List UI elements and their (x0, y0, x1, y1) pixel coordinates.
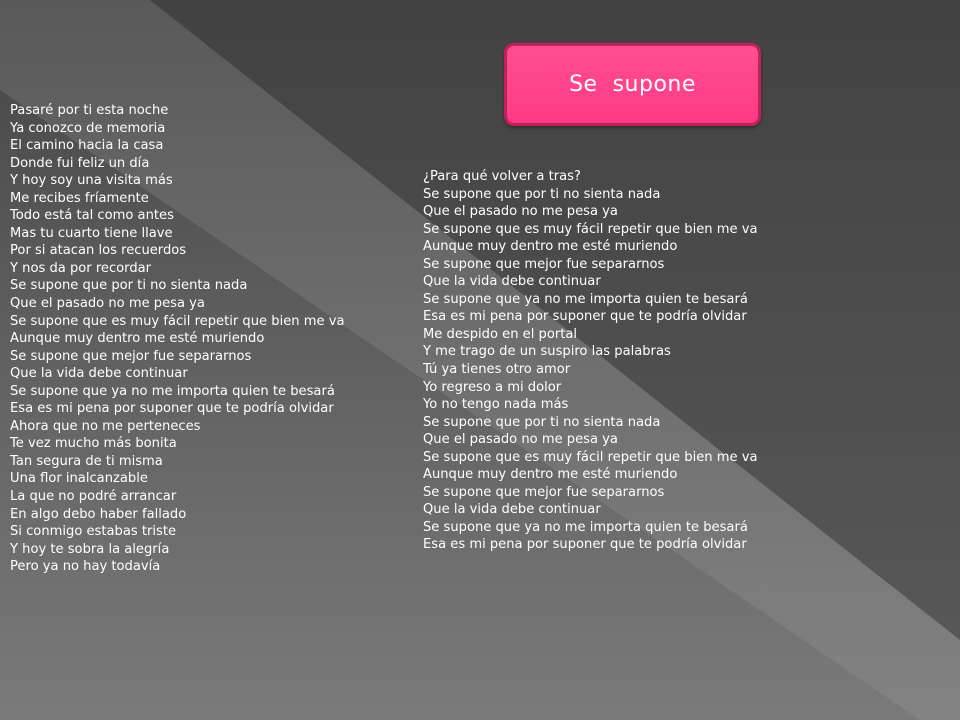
lyric-line: Me despido en el portal (423, 326, 578, 342)
lyric-line: Que la vida debe continuar (423, 274, 601, 290)
lyric-line: Y hoy soy una visita más (10, 173, 173, 189)
lyric-line: Se supone que por ti no sienta nada (423, 186, 661, 202)
lyric-line: Que la vida debe continuar (423, 502, 601, 518)
lyric-line: Y me trago de un suspiro las palabras (423, 344, 671, 360)
lyric-line: Aunque muy dentro me esté muriendo (423, 239, 678, 255)
lyric-line: Tan segura de ti misma (10, 453, 163, 469)
lyric-line: Yo no tengo nada más (423, 397, 569, 413)
lyric-line: Ya conozco de memoria (10, 120, 166, 136)
lyric-line: Pero ya no hay todavía (10, 559, 161, 575)
lyrics-left-column (10, 102, 344, 576)
lyric-line: Una flor inalcanzable (10, 471, 148, 487)
lyric-line: Se supone que mejor fue separarnos (423, 256, 665, 272)
lyric-line: Pasaré por ti esta noche (10, 103, 169, 118)
lyric-line: Y nos da por recordar (10, 260, 152, 276)
lyric-line: Se supone que ya no me importa quien te besará (423, 291, 748, 307)
lyric-line: Que la vida debe continuar (10, 366, 188, 382)
lyric-line: Te vez mucho más bonita (10, 436, 177, 452)
lyric-line: Tú ya tienes otro amor (423, 362, 571, 378)
lyric-line: Mas tu cuarto tiene llave (10, 225, 173, 241)
lyric-line: Que el pasado no me pesa ya (423, 432, 618, 448)
lyric-line: Se supone que mejor fue separarnos (423, 484, 665, 500)
lyric-line: Que el pasado no me pesa ya (10, 296, 205, 312)
lyric-line: Aunque muy dentro me esté muriendo (10, 331, 265, 347)
lyric-line: El camino hacia la casa (10, 138, 164, 154)
lyric-line: Se supone que es muy fácil repetir que bien me va (423, 221, 758, 237)
lyric-line: Aunque muy dentro me esté muriendo (423, 467, 678, 483)
lyric-line: Todo está tal como antes (10, 208, 174, 224)
slide-title: Se supone (569, 72, 696, 97)
lyric-line: Ahora que no me perteneces (10, 418, 201, 434)
lyric-line: Y hoy te sobra la alegría (10, 541, 170, 557)
lyric-line: Se supone que ya no me importa quien te besará (423, 519, 748, 535)
lyric-line: En algo debo haber fallado (10, 506, 187, 522)
lyric-line: Si conmigo estabas triste (10, 524, 177, 540)
lyric-line: Que el pasado no me pesa ya (423, 204, 618, 220)
lyric-line: Se supone que por ti no sienta nada (423, 414, 661, 430)
lyric-line: Esa es mi pena por suponer que te podría olvidar (423, 309, 747, 325)
title-box (504, 43, 761, 126)
lyric-line: Se supone que por ti no sienta nada (10, 278, 248, 294)
lyric-line: Esa es mi pena por suponer que te podría olvidar (10, 401, 334, 417)
lyric-line: Se supone que es muy fácil repetir que bien me va (10, 313, 345, 329)
lyric-line: La que no podré arrancar (10, 489, 177, 505)
lyric-line: Se supone que ya no me importa quien te besará (10, 383, 335, 399)
lyric-line: Se supone que mejor fue separarnos (10, 348, 252, 364)
lyric-line: Donde fui feliz un día (10, 155, 150, 171)
lyrics-right-column (423, 168, 757, 554)
lyric-line: ¿Para qué volver a tras? (423, 169, 581, 184)
lyric-line: Esa es mi pena por suponer que te podría olvidar (423, 537, 747, 553)
lyric-line: Por si atacan los recuerdos (10, 243, 187, 259)
lyric-line: Se supone que es muy fácil repetir que bien me va (423, 449, 758, 465)
lyric-line: Yo regreso a mi dolor (423, 379, 562, 395)
lyric-line: Me recibes fríamente (10, 190, 149, 206)
